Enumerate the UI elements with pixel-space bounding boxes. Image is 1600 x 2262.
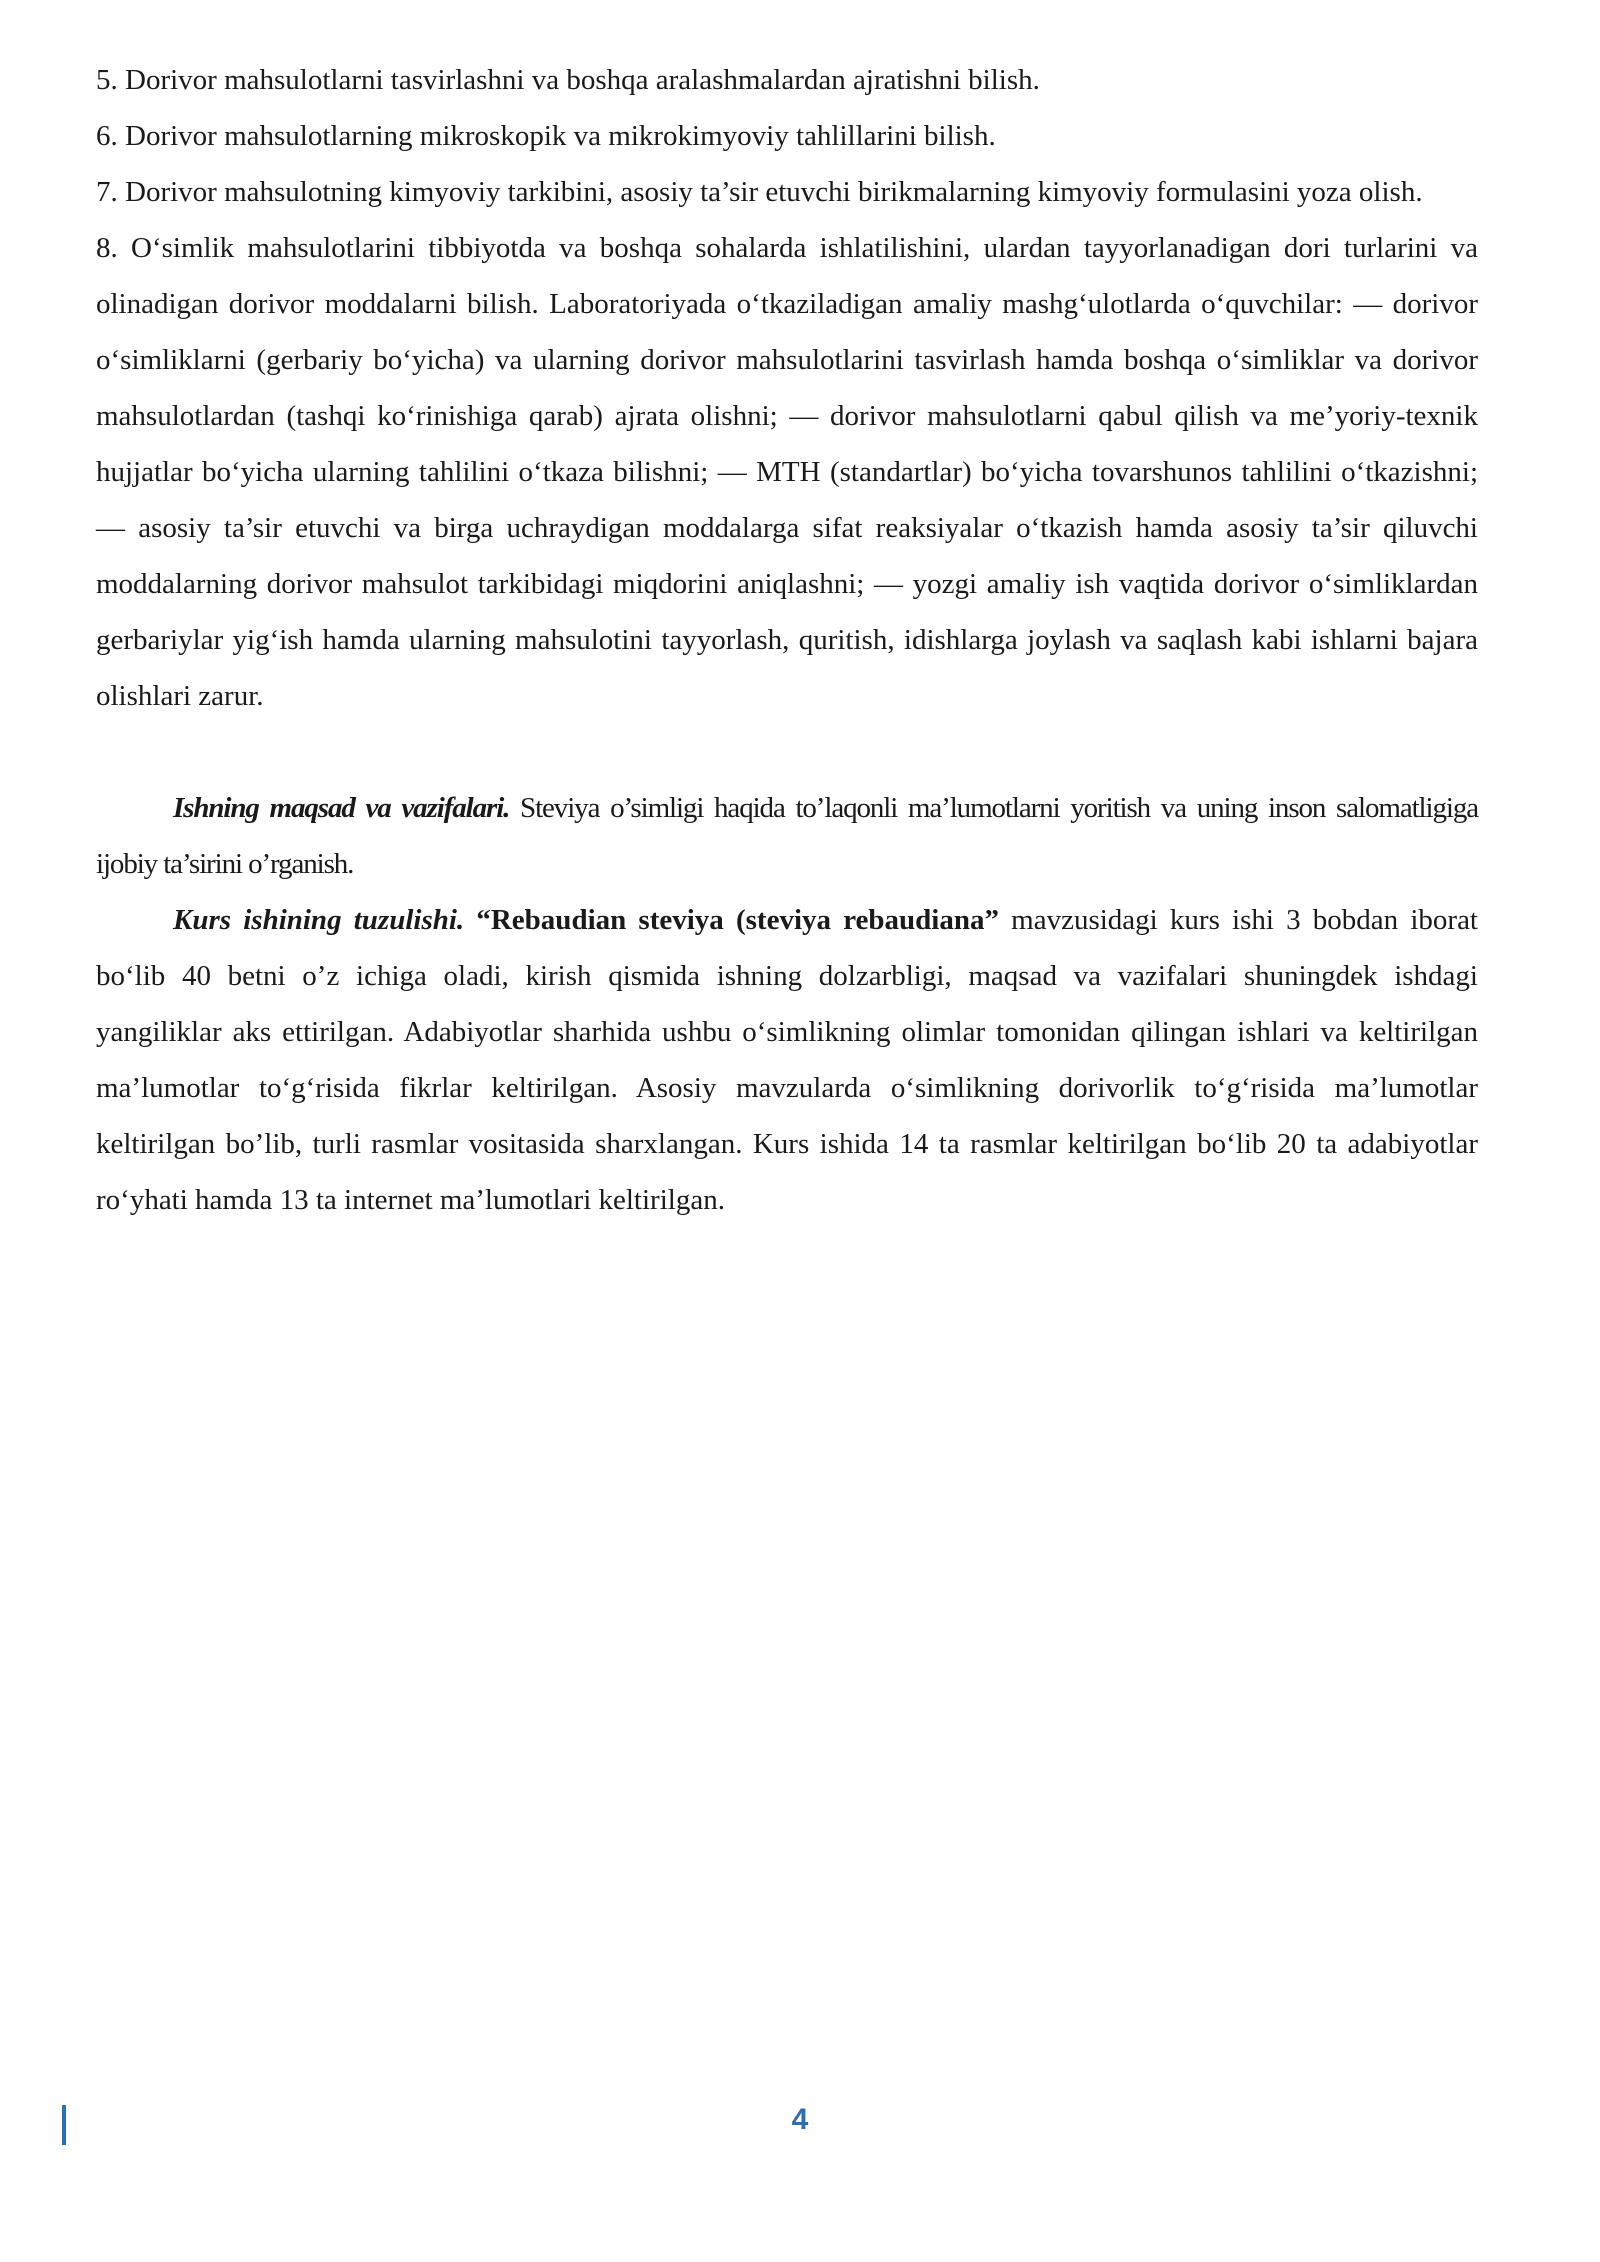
structure-heading: Kurs ishining tuzulishi. (173, 904, 465, 936)
structure-title: “Rebaudian steviya (steviya rebaudiana” (464, 904, 999, 936)
list-item-7: 7. Dorivor mahsulotning kimyoviy tarkibini, asosiy ta’sir etuvchi birikmalarning kimyoviy formulasini yoza olish. (96, 176, 1423, 208)
document-page (96, 52, 1478, 1228)
goals-paragraph (96, 780, 1478, 892)
list-item-5: 5. Dorivor mahsulotlarni tasvirlashni va boshqa aralashmalardan ajratishni bilish. (96, 64, 1040, 96)
structure-paragraph (96, 892, 1478, 1228)
list-item-8: 8. O‘simlik mahsulotlarini tibbiyotda va boshqa sohalarda ishlatilishini, ulardan tayyorlanadigan dori turlarini va olinadigan dorivor moddalarni bilish. Laboratoriyada o‘tkaziladigan amaliy mashg‘ulotlarda o‘quvchilar: — dorivor o‘simliklarni (gerbariy bo‘yicha) va ularning dorivor mahsulotlarini tasvirlash hamda boshqa o‘simliklar va dorivor mahsulotlardan (tashqi ko‘rinishiga qarab) ajrata olishni; — dorivor mahsulotlarni qabul qilish va me’yoriy-texnik hujjatlar bo‘yicha ularning tahlilini o‘tkaza bilishni; — MTH (standartlar) bo‘yicha tovarshunos tahlilini o‘tkazishni; — asosiy ta’sir etuvchi va birga uchraydigan moddalarga sifat reaksiyalar o‘tkazish hamda asosiy ta’sir qiluvchi moddalarning dorivor mahsulot tarkibidagi miqdorini aniqlashni; — yozgi amaliy ish vaqtida dorivor o‘simliklardan gerbariylar yig‘ish hamda ularning mahsulotini tayyorlash, quritish, idishlarga joylash va saqlash kabi ishlarni bajara olishlari zarur. (96, 232, 1478, 712)
structure-text: mavzusidagi kurs ishi 3 bobdan iborat bo‘lib 40 betni o’z ichiga oladi, kirish qismida ishning dolzarbligi, maqsad va vazifalari shuningdek ishdagi yangiliklar aks ettirilgan. Adabiyotlar sharhida ushbu o‘simlikning olimlar tomonidan qilingan ishlari va keltirilgan ma’lumotlar to‘g‘risida fikrlar keltirilgan. Asosiy mavzularda o‘simlikning dorivorlik to‘g‘risida ma’lumotlar keltirilgan bo’lib, turli rasmlar vositasida sharxlangan. Kurs ishida 14 ta rasmlar keltirilgan bo‘lib 20 ta adabiyotlar ro‘yhati hamda 13 ta internet ma’lumotlari keltirilgan. (96, 904, 1478, 1216)
goals-text: Steviya o’simligi haqida to’laqonli ma’lumotlarni yoritish va uning inson salomatligiga ijobiy ta’sirini o’rganish. (96, 792, 1478, 880)
goals-heading: Ishning maqsad va vazifalari. (173, 792, 510, 824)
page-number: 4 (791, 2103, 809, 2136)
list-item-6: 6. Dorivor mahsulotlarning mikroskopik va mikrokimyoviy tahlillarini bilish. (96, 120, 996, 152)
paragraph-gap (96, 724, 1478, 780)
